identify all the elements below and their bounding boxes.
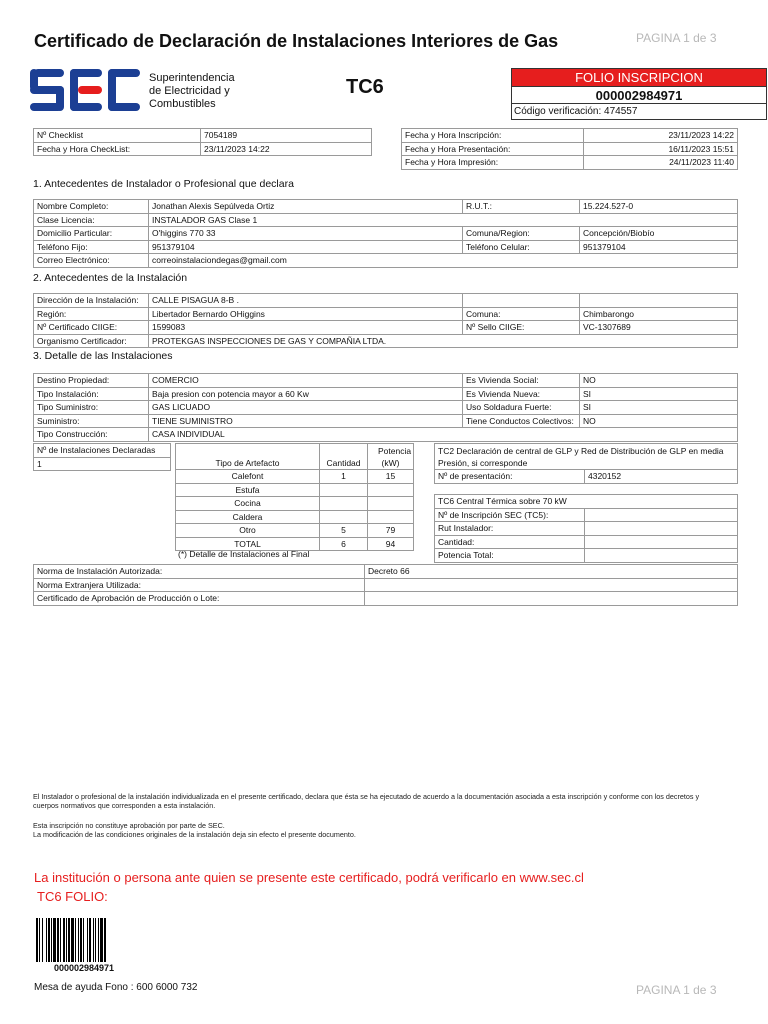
table-row bbox=[402, 156, 738, 170]
clase-label: Clase Licencia: bbox=[34, 213, 149, 227]
tc6-rut-label: Rut Instalador: bbox=[435, 522, 585, 536]
col-tipo-header: Tipo de Artefacto bbox=[176, 444, 320, 470]
clase-value: INSTALADOR GAS Clase 1 bbox=[149, 213, 738, 227]
table-row bbox=[34, 321, 738, 335]
tc2-table bbox=[434, 443, 738, 484]
organismo-label: Organismo Certificador: bbox=[34, 334, 149, 348]
artifact-tipo: Otro bbox=[176, 524, 320, 538]
folio-box bbox=[511, 68, 767, 120]
agency-line-1: Superintendencia bbox=[149, 72, 235, 84]
col-cantidad-header: Cantidad bbox=[320, 444, 368, 470]
declaration-line-2: cuerpos normativos que corresponden a esta instalación. bbox=[33, 801, 216, 810]
direccion-value: CALLE PISAGUA 8-B . bbox=[149, 294, 463, 308]
tipoinst-value: Baja presion con potencia mayor a 60 Kw bbox=[149, 387, 463, 401]
agency-line-3: Combustibles bbox=[149, 98, 216, 110]
artifact-cantidad: 5 bbox=[320, 524, 368, 538]
table-row bbox=[34, 414, 738, 428]
correo-value: correoinstalaciondegas@gmail.com bbox=[149, 254, 738, 268]
artifact-tipo: Caldera bbox=[176, 510, 320, 524]
artifact-tipo: Calefont bbox=[176, 470, 320, 484]
table-row bbox=[34, 254, 738, 268]
table-row bbox=[34, 428, 738, 442]
tc2-presentacion-label: Nº de presentación: bbox=[435, 470, 585, 484]
table-row bbox=[34, 565, 738, 579]
ciige-value: 1599083 bbox=[149, 321, 463, 335]
section-2-heading: 2. Antecedentes de la Instalación bbox=[33, 272, 188, 284]
table-row bbox=[435, 470, 738, 484]
colectivos-value: NO bbox=[580, 414, 738, 428]
num-inst-value: 1 bbox=[34, 457, 171, 471]
page-indicator-bottom: PAGINA 1 de 3 bbox=[636, 983, 717, 997]
form-code: TC6 bbox=[346, 76, 384, 98]
artifact-total-potencia: 94 bbox=[368, 537, 414, 551]
disclaimer-text bbox=[33, 821, 743, 839]
suministro-value: TIENE SUMINISTRO bbox=[149, 414, 463, 428]
agency-name bbox=[149, 72, 235, 111]
empty-cell bbox=[580, 294, 738, 308]
artifact-cantidad: 1 bbox=[320, 470, 368, 484]
table-row bbox=[176, 470, 414, 484]
section-1-heading: 1. Antecedentes de Instalador o Profesional que declara bbox=[33, 178, 294, 190]
artifact-potencia bbox=[368, 483, 414, 497]
table-row bbox=[435, 549, 738, 563]
construccion-label: Tipo Construcción: bbox=[34, 428, 149, 442]
table-row bbox=[34, 457, 171, 471]
table-row bbox=[435, 522, 738, 536]
num-installations-table bbox=[33, 443, 171, 471]
table-row bbox=[176, 510, 414, 524]
organismo-value: PROTEKGAS INSPECCIONES DE GAS Y COMPAÑIA LTDA. bbox=[149, 334, 738, 348]
nombre-value: Jonathan Alexis Sepúlveda Ortiz bbox=[149, 200, 463, 214]
domicilio-value: O'higgins 770 33 bbox=[149, 227, 463, 241]
installer-table bbox=[33, 199, 738, 268]
impresion-label: Fecha y Hora Impresión: bbox=[402, 156, 584, 170]
installation-table bbox=[33, 293, 738, 348]
artifact-total-label: TOTAL bbox=[176, 537, 320, 551]
artifact-tipo: Estufa bbox=[176, 483, 320, 497]
artifact-total-cantidad: 6 bbox=[320, 537, 368, 551]
tc6-cantidad-label: Cantidad: bbox=[435, 535, 585, 549]
table-row bbox=[34, 334, 738, 348]
declaration-line-1: El Instalador o profesional de la instalación individualizada en el presente certificado, declara que ésta se ha ejecutado de acuerdo a la documentación asociada a esta inscripción y conforme con los decretos y bbox=[33, 792, 700, 801]
table-row bbox=[435, 444, 738, 470]
artifact-cantidad bbox=[320, 510, 368, 524]
norma-extranjera-value bbox=[365, 578, 738, 592]
soldadura-value: SI bbox=[580, 401, 738, 415]
table-row bbox=[34, 240, 738, 254]
table-row bbox=[34, 294, 738, 308]
artifact-cantidad bbox=[320, 483, 368, 497]
table-row bbox=[435, 508, 738, 522]
table-row bbox=[34, 142, 372, 156]
table-row bbox=[34, 200, 738, 214]
col-potencia-header: Potencia (kW) bbox=[368, 444, 414, 470]
tc6-potencia-value bbox=[585, 549, 738, 563]
table-row bbox=[435, 535, 738, 549]
telfijo-label: Teléfono Fijo: bbox=[34, 240, 149, 254]
artifact-potencia bbox=[368, 510, 414, 524]
folio-number: 000002984971 bbox=[512, 87, 766, 104]
nueva-label: Es Vivienda Nueva: bbox=[463, 387, 580, 401]
table-row bbox=[34, 129, 372, 143]
sello-label: Nº Sello CIIGE: bbox=[463, 321, 580, 335]
tc6-inscripcion-label: Nº de Inscripción SEC (TC5): bbox=[435, 508, 585, 522]
details-table bbox=[33, 373, 738, 442]
norms-table bbox=[33, 564, 738, 606]
comuna-value: Chimbarongo bbox=[580, 307, 738, 321]
disclaimer-line-2: La modificación de las condiciones originales de la instalación deja sin efecto el presente documento. bbox=[33, 830, 356, 839]
table-row bbox=[176, 483, 414, 497]
colectivos-label: Tiene Conductos Colectivos: bbox=[463, 414, 580, 428]
nombre-label: Nombre Completo: bbox=[34, 200, 149, 214]
telfijo-value: 951379104 bbox=[149, 240, 463, 254]
telcel-label: Teléfono Celular: bbox=[463, 240, 580, 254]
region-label: Región: bbox=[34, 307, 149, 321]
destino-label: Destino Propiedad: bbox=[34, 374, 149, 388]
tipoinst-label: Tipo Instalación: bbox=[34, 387, 149, 401]
artifact-potencia: 15 bbox=[368, 470, 414, 484]
social-label: Es Vivienda Social: bbox=[463, 374, 580, 388]
declaration-text bbox=[33, 792, 743, 810]
comuna-label: Comuna: bbox=[463, 307, 580, 321]
artifacts-note: (*) Detalle de Instalaciones al Final bbox=[178, 549, 310, 559]
table-row bbox=[402, 142, 738, 156]
table-row bbox=[34, 387, 738, 401]
checklist-date-label: Fecha y Hora CheckList: bbox=[34, 142, 201, 156]
table-row bbox=[34, 227, 738, 241]
suministro-label: Suministro: bbox=[34, 414, 149, 428]
table-row bbox=[34, 401, 738, 415]
tc6-heading: TC6 Central Térmica sobre 70 kW bbox=[435, 495, 738, 509]
table-row bbox=[34, 578, 738, 592]
tc6-inscripcion-value bbox=[585, 508, 738, 522]
tc6-potencia-label: Potencia Total: bbox=[435, 549, 585, 563]
tc6-table bbox=[434, 494, 738, 563]
tc6-rut-value bbox=[585, 522, 738, 536]
correo-label: Correo Electrónico: bbox=[34, 254, 149, 268]
table-row bbox=[176, 524, 414, 538]
tiposum-value: GAS LICUADO bbox=[149, 401, 463, 415]
checklist-date-value: 23/11/2023 14:22 bbox=[201, 142, 372, 156]
table-row bbox=[34, 374, 738, 388]
section-3-heading: 3. Detalle de las Instalaciones bbox=[33, 350, 173, 362]
disclaimer-line-1: Esta inscripción no constituye aprobación por parte de SEC. bbox=[33, 821, 225, 830]
table-row bbox=[34, 444, 171, 458]
table-row bbox=[176, 497, 414, 511]
artifact-potencia bbox=[368, 497, 414, 511]
domicilio-label: Domicilio Particular: bbox=[34, 227, 149, 241]
sello-value: VC-1307689 bbox=[580, 321, 738, 335]
table-row bbox=[34, 307, 738, 321]
table-row bbox=[402, 129, 738, 143]
verification-code: Código verificación: 474557 bbox=[514, 106, 638, 117]
direccion-label: Dirección de la Instalación: bbox=[34, 294, 149, 308]
artifact-cantidad bbox=[320, 497, 368, 511]
folio-label: FOLIO INSCRIPCION bbox=[512, 69, 766, 87]
destino-value: COMERCIO bbox=[149, 374, 463, 388]
dates-table bbox=[401, 128, 738, 170]
presentacion-label: Fecha y Hora Presentación: bbox=[402, 142, 584, 156]
empty-cell bbox=[463, 294, 580, 308]
checklist-num-value: 7054189 bbox=[201, 129, 372, 143]
certificado-aprobacion-value bbox=[365, 592, 738, 606]
table-row bbox=[34, 213, 738, 227]
certificado-aprobacion-label: Certificado de Aprobación de Producción o Lote: bbox=[34, 592, 365, 606]
help-desk-phone: Mesa de ayuda Fono : 600 6000 732 bbox=[34, 982, 198, 993]
barcode-number: 000002984971 bbox=[54, 963, 115, 973]
norma-extranjera-label: Norma Extranjera Utilizada: bbox=[34, 578, 365, 592]
checklist-num-label: Nº Checklist bbox=[34, 129, 201, 143]
tc6-cantidad-value bbox=[585, 535, 738, 549]
artifacts-table bbox=[175, 443, 414, 551]
verification-notice: La institución o persona ante quien se presente este certificado, podrá verificarlo en www.sec.cl bbox=[34, 870, 584, 885]
norma-autorizada-label: Norma de Instalación Autorizada: bbox=[34, 565, 365, 579]
tiposum-label: Tipo Suministro: bbox=[34, 401, 149, 415]
comuna-region-label: Comuna/Region: bbox=[463, 227, 580, 241]
artifact-tipo: Cocina bbox=[176, 497, 320, 511]
num-inst-label: Nº de Instalaciones Declaradas bbox=[34, 444, 171, 458]
table-row bbox=[435, 495, 738, 509]
tc2-heading: TC2 Declaración de central de GLP y Red de Distribución de GLP en media Presión, si corresponde bbox=[435, 444, 738, 470]
page-indicator-top: PAGINA 1 de 3 bbox=[636, 31, 717, 45]
table-row bbox=[176, 444, 414, 470]
artifact-potencia: 79 bbox=[368, 524, 414, 538]
social-value: NO bbox=[580, 374, 738, 388]
norma-autorizada-value: Decreto 66 bbox=[365, 565, 738, 579]
soldadura-label: Uso Soldadura Fuerte: bbox=[463, 401, 580, 415]
inscripcion-label: Fecha y Hora Inscripción: bbox=[402, 129, 584, 143]
telcel-value: 951379104 bbox=[580, 240, 738, 254]
rut-label: R.U.T.: bbox=[463, 200, 580, 214]
table-row bbox=[34, 592, 738, 606]
page-title: Certificado de Declaración de Instalaciones Interiores de Gas bbox=[34, 31, 559, 51]
sec-logo bbox=[30, 69, 140, 111]
impresion-value: 24/11/2023 11:40 bbox=[584, 156, 738, 170]
barcode-image bbox=[36, 918, 140, 962]
checklist-table bbox=[33, 128, 372, 156]
nueva-value: SI bbox=[580, 387, 738, 401]
ciige-label: Nº Certificado CIIGE: bbox=[34, 321, 149, 335]
tc2-presentacion-value: 4320152 bbox=[585, 470, 738, 484]
inscripcion-value: 23/11/2023 14:22 bbox=[584, 129, 738, 143]
region-value: Libertador Bernardo OHiggins bbox=[149, 307, 463, 321]
tc6-folio-label: TC6 FOLIO: bbox=[37, 889, 108, 904]
rut-value: 15.224.527-0 bbox=[580, 200, 738, 214]
presentacion-value: 16/11/2023 15:51 bbox=[584, 142, 738, 156]
agency-line-2: de Electricidad y bbox=[149, 85, 230, 97]
construccion-value: CASA INDIVIDUAL bbox=[149, 428, 738, 442]
comuna-region-value: Concepción/Biobío bbox=[580, 227, 738, 241]
